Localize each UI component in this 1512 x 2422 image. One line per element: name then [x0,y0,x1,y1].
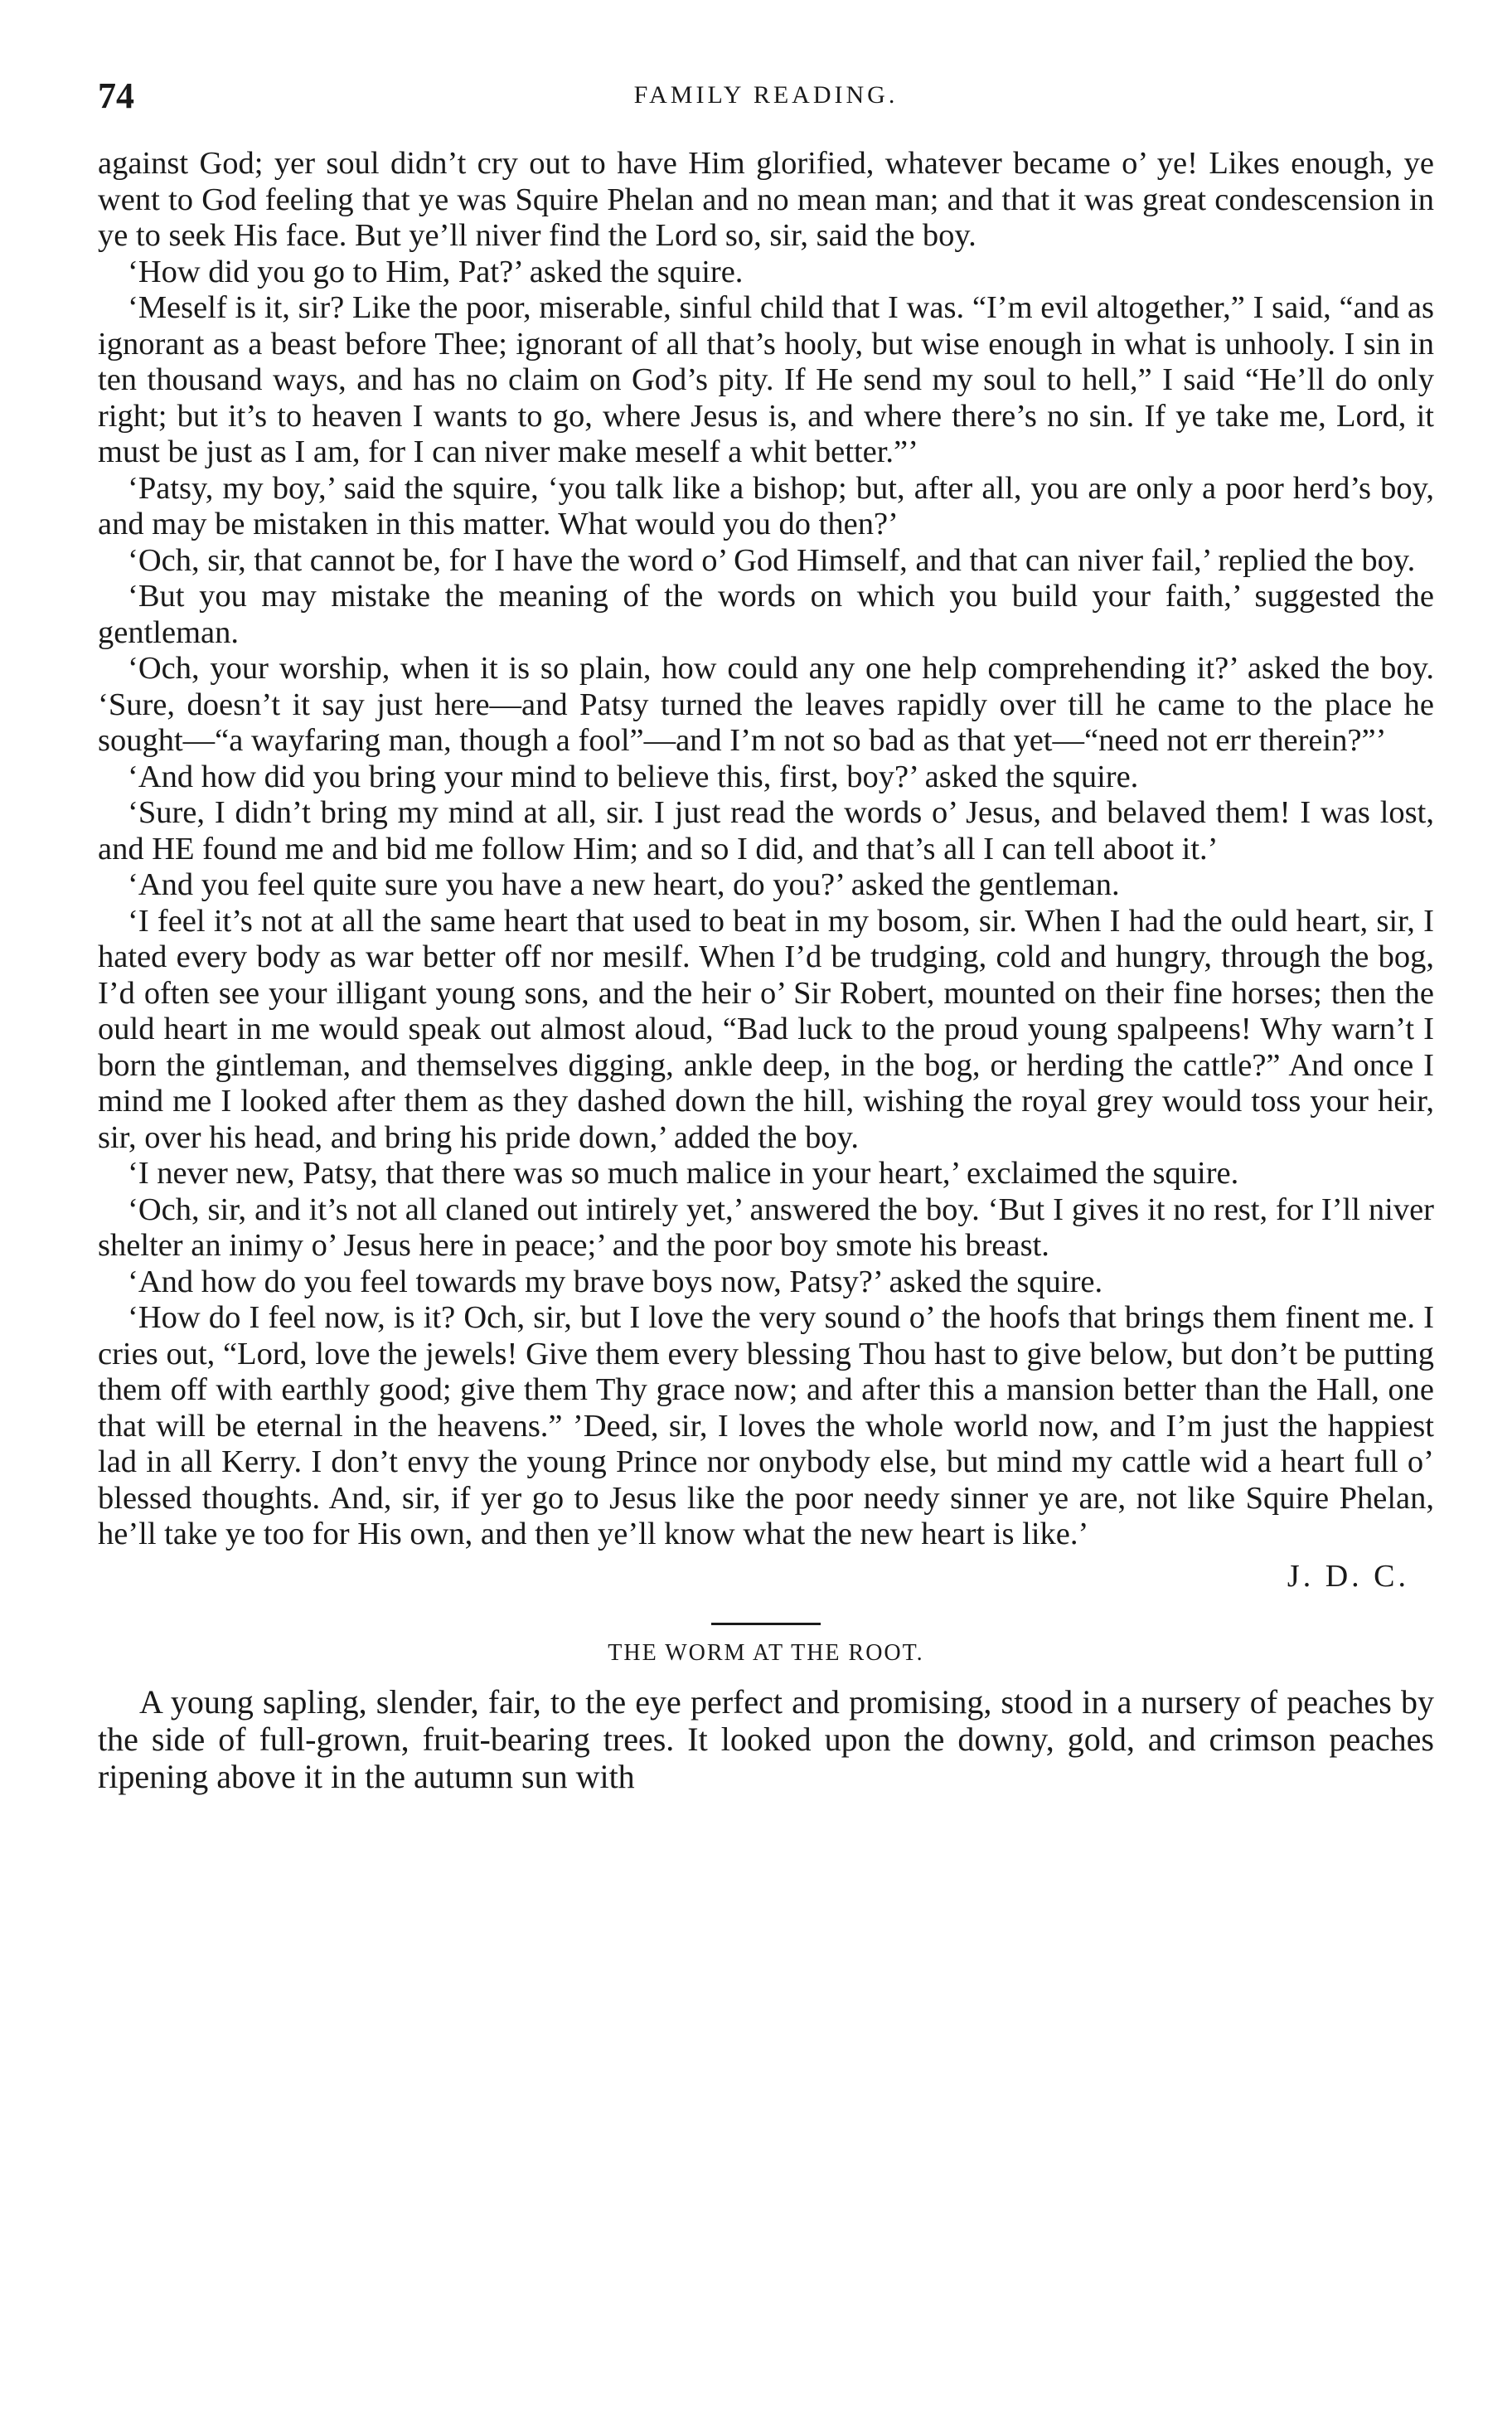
paragraph: ‘Meself is it, sir? Like the poor, miserable, sinful child that I was. “I’m evil altogether,” I said, “and as ignorant as a beast before Thee; ignorant of all that’s hooly, but wise enough in what is unhooly. I sin in ten thousand ways, and has no claim on God’s pity. If He send my soul to hell,” I said “He’ll do only right; but it’s to heaven I wants to go, where Jesus is, and where there’s no sin. If ye take me, Lord, it must be just as I am, for I can niver make meself a whit better.”’ [98,290,1434,469]
paragraph: ‘Och, sir, that cannot be, for I have the word o’ God Himself, and that can niver fail,’ replied the boy. [128,542,1416,578]
paragraph: ‘And you feel quite sure you have a new heart, do you?’ asked the gentleman. [128,867,1120,902]
section-title: THE WORM AT THE ROOT. [608,1639,924,1666]
paragraph: ‘How do I feel now, is it? Och, sir, but I love the very sound o’ the hoofs that brings them finent me. I cries out, “Lord, love the jewels! Give them every blessing Thou hast to give below, but don’t be putting them off with earthly good; give them Thy grace now; and after this a mansion better than the Hall, one that will be eternal in the heavens.” ’Deed, sir, I loves the whole world now, and I’m just the happiest lad in all Kerry. I don’t envy the young Prince nor onybody else, but mind my cattle wid a heart full o’ blessed thoughts. And, sir, if yer go to Jesus like the poor needy sinner ye are, not like Squire Phelan, he’ll take ye too for His own, and then ye’ll know what the new heart is like.’ [98,1300,1434,1551]
paragraph: A young sapling, slender, fair, to the eye perfect and promising, stood in a nursery of peaches by the side of full-grown, fruit-bearing trees. It looked upon the downy, gold, and crimson peaches ripening above it in the autumn sun with [98,1682,1434,1795]
article-body-2 [98,1683,1434,1795]
paragraph: ‘How did you go to Him, Pat?’ asked the squire. [128,254,744,289]
paragraph: ‘Patsy, my boy,’ said the squire, ‘you talk like a bishop; but, after all, you are only a poor herd’s boy, and may be mistaken in this matter. What would you do then?’ [98,470,1434,541]
page [98,75,1434,1795]
paragraph: ‘And how do you feel towards my brave boys now, Patsy?’ asked the squire. [128,1264,1103,1299]
paragraph: ‘I feel it’s not at all the same heart that used to beat in my bosom, sir. When I had the ould heart, sir, I hated every body as war better off nor mesilf. When I’d be trudging, cold and hungry, through the bog, I’d often see your illigant young sons, and the heir o’ Sir Robert, mounted on their fine horses; then the ould heart in me would speak out almost aloud, “Bad luck to the proud young spalpeens! Why warn’t I born the gintleman, and themselves digging, ankle deep, in the bog, or herding the cattle?” And once I mind me I looked after them as they dashed down the hill, wishing the royal grey would toss your heir, sir, over his head, and bring his pride down,’ added the boy. [98,903,1434,1155]
paragraph: ‘But you may mistake the meaning of the words on which you build your faith,’ suggested the gentleman. [98,579,1434,650]
paragraph: ‘I never new, Patsy, that there was so much malice in your heart,’ exclaimed the squire. [128,1156,1239,1191]
section-divider [711,1623,821,1625]
paragraph: ‘Och, your worship, when it is so plain, how could any one help comprehending it?’ asked the boy. ‘Sure, doesn’t it say just here—and Patsy turned the leaves rapidly over till he came to the place he sought—“a wayfaring man, though a fool”—and I’m not so bad as that yet—“need not err therein?”’ [98,651,1434,758]
author-signature: J. D. C. [1287,1558,1409,1594]
paragraph: ‘Och, sir, and it’s not all claned out intirely yet,’ answered the boy. ‘But I gives it no rest, for I’ll niver shelter an inimy o’ Jesus here in peace;’ and the poor boy smote his breast. [98,1192,1434,1263]
paragraph: against God; yer soul didn’t cry out to have Him glorified, whatever became o’ ye! Likes enough, ye went to God feeling that ye was Squire Phelan and no mean man; and that it was great condescension in ye to seek His face. But ye’ll niver find the Lord so, sir, said the boy. [98,146,1434,253]
page-header [98,75,1434,124]
paragraph: ‘Sure, I didn’t bring my mind at all, sir. I just read the words o’ Jesus, and belaved them! I was lost, and HE found me and bid me follow Him; and so I did, and that’s all I can tell aboot it.’ [98,795,1434,866]
article-body [98,146,1434,1553]
page-number: 74 [98,75,134,116]
paragraph: ‘And how did you bring your mind to believe this, first, boy?’ asked the squire. [128,759,1139,794]
running-head: FAMILY READING. [633,81,899,109]
